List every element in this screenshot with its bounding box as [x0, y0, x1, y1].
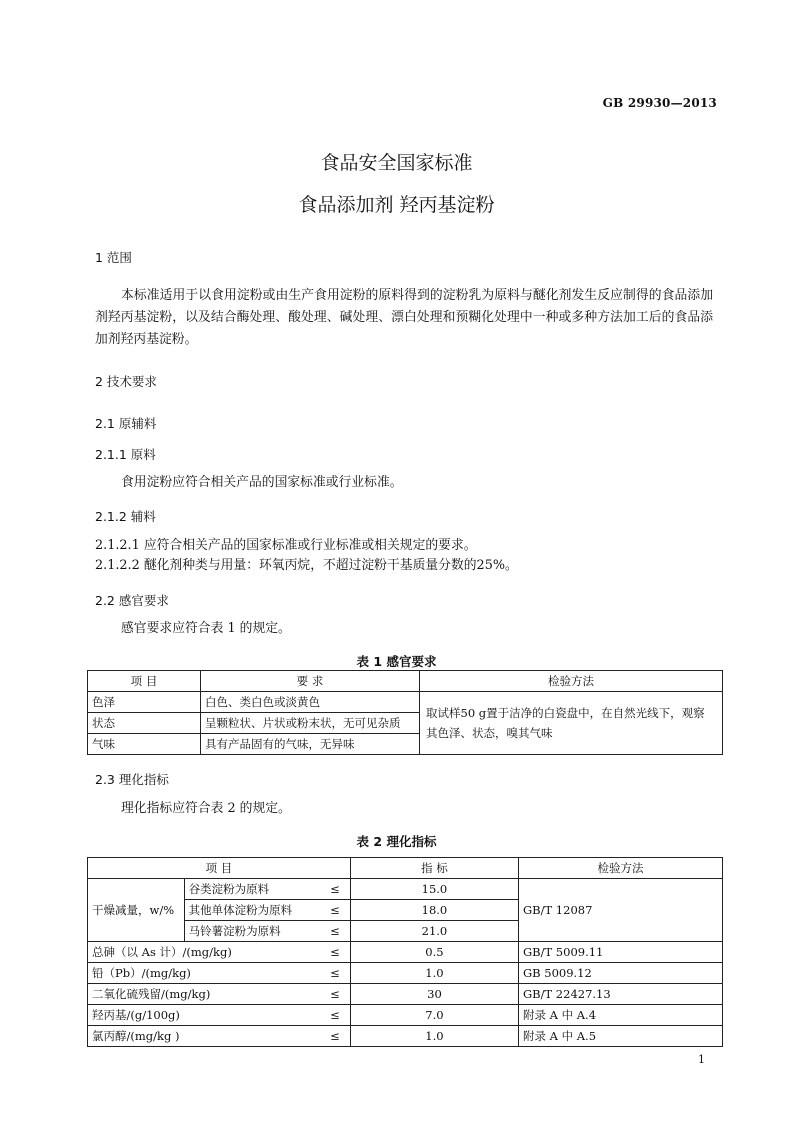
table-2-op: ≤	[320, 900, 350, 921]
table-2-header-method: 检验方法	[518, 858, 722, 879]
table-2-cell: 1.0	[350, 963, 518, 984]
table-2-caption: 表 2 理化指标	[356, 834, 437, 849]
section-2-2-heading: 2.2 感官要求	[95, 593, 169, 608]
table-row	[88, 1026, 723, 1047]
table-1-cell: 呈颗粒状、片状或粉末状，无可见杂质	[201, 713, 420, 734]
table-2-cell: GB/T 5009.11	[518, 942, 722, 963]
table-2-dry-loss-label: 干燥减量，w/%	[88, 879, 185, 942]
section-2-3-heading: 2.3 理化指标	[95, 772, 169, 787]
section-2-1-2-2-text: 2.1.2.2 醚化剂种类与用量：环氧丙烷，不超过淀粉干基质量分数的25%。	[95, 558, 518, 573]
section-1-heading: 1 范围	[95, 250, 132, 265]
table-1-header-req: 要 求	[201, 671, 420, 692]
table-row	[88, 963, 723, 984]
table-1-cell: 气味	[88, 734, 201, 755]
main-title: 食品安全国家标准	[320, 152, 473, 174]
table-2-cell: 0.5	[350, 942, 518, 963]
table-2-cell: 铅（Pb）/(mg/kg)	[88, 963, 321, 984]
table-2-cell: 15.0	[350, 879, 518, 900]
table-2-cell: 氯丙醇/(mg/kg )	[88, 1026, 321, 1047]
table-2-op: ≤	[320, 963, 350, 984]
section-2-2-text: 感官要求应符合表 1 的规定。	[121, 621, 291, 636]
table-2-op: ≤	[320, 984, 350, 1005]
section-1-text: 本标准适用于以食用淀粉或由生产食用淀粉的原料得到的淀粉乳为原料与醚化剂发生反应制得的食品添加剂羟丙基淀粉，以及结合酶处理、酸处理、碱处理、漂白处理和预糊化处理中一种或多种方法加工后的食品添加剂羟丙基淀粉。	[95, 288, 713, 347]
table-1-caption: 表 1 感官要求	[356, 654, 437, 669]
table-2-cell: GB/T 12087	[518, 879, 722, 942]
table-2-op: ≤	[320, 921, 350, 942]
table-row	[88, 879, 723, 900]
table-2-cell: GB 5009.12	[518, 963, 722, 984]
table-2-cell: 1.0	[350, 1026, 518, 1047]
physicochemical-table	[87, 857, 723, 1047]
table-2-cell: 30	[350, 984, 518, 1005]
table-2-cell: 7.0	[350, 1005, 518, 1026]
section-2-1-1-text: 食用淀粉应符合相关产品的国家标准或行业标准。	[121, 475, 403, 490]
table-2-cell: 18.0	[350, 900, 518, 921]
section-2-heading: 2 技术要求	[95, 374, 157, 389]
table-2-cell: 总砷（以 As 计）/(mg/kg)	[88, 942, 321, 963]
table-2-cell: 附录 A 中 A.5	[518, 1026, 722, 1047]
table-2-op: ≤	[320, 942, 350, 963]
table-1-cell: 具有产品固有的气味，无异味	[201, 734, 420, 755]
table-row	[88, 1005, 723, 1026]
table-2-cell: 附录 A 中 A.4	[518, 1005, 722, 1026]
table-2-cell: 马铃薯淀粉为原料	[184, 921, 320, 942]
table-2-cell: 羟丙基/(g/100g)	[88, 1005, 321, 1026]
section-2-1-heading: 2.1 原辅料	[95, 416, 157, 431]
table-2-header-value: 指 标	[350, 858, 518, 879]
standard-code: GB 29930—2013	[602, 96, 717, 110]
table-1-cell: 白色、类白色或淡黄色	[201, 692, 420, 713]
table-1-cell: 色泽	[88, 692, 201, 713]
table-2-op: ≤	[320, 1026, 350, 1047]
table-2-cell: GB/T 22427.13	[518, 984, 722, 1005]
table-1-header-item: 项 目	[88, 671, 201, 692]
table-2-cell: 其他单体淀粉为原料	[184, 900, 320, 921]
sub-title: 食品添加剂 羟丙基淀粉	[298, 194, 495, 216]
page-number: 1	[698, 1053, 705, 1066]
table-2-op: ≤	[320, 879, 350, 900]
section-2-1-2-1-text: 2.1.2.1 应符合相关产品的国家标准或行业标准或相关规定的要求。	[95, 538, 477, 553]
section-2-1-1-heading: 2.1.1 原料	[95, 447, 156, 462]
table-2-header-item: 项 目	[88, 858, 351, 879]
table-1-cell: 状态	[88, 713, 201, 734]
table-2-cell: 21.0	[350, 921, 518, 942]
section-2-1-2-heading: 2.1.2 辅料	[95, 509, 156, 524]
table-1-method: 取试样50 g置于洁净的白瓷盘中，在自然光线下，观察其色泽、状态，嗅其气味	[420, 692, 723, 755]
table-2-cell: 二氧化硫残留/(mg/kg)	[88, 984, 321, 1005]
table-row	[88, 984, 723, 1005]
section-2-3-text: 理化指标应符合表 2 的规定。	[121, 801, 291, 816]
table-1-header-method: 检验方法	[420, 671, 723, 692]
table-row	[88, 942, 723, 963]
table-row	[88, 692, 723, 713]
table-2-cell: 谷类淀粉为原料	[184, 879, 320, 900]
table-2-op: ≤	[320, 1005, 350, 1026]
sensory-table	[87, 670, 723, 755]
